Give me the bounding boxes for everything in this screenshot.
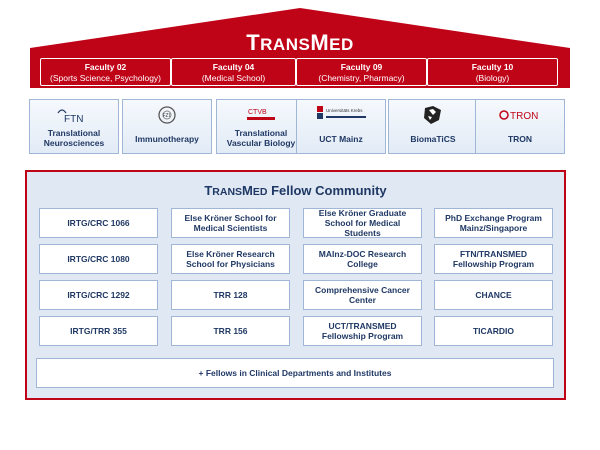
program-trr-128: TRR 128 (171, 280, 290, 310)
faculty-04: Faculty 04 (Medical School) (171, 58, 296, 86)
program-ftn-transmed-fellowship: FTN/TRANSMED Fellowship Program (434, 244, 553, 274)
immunotherapy-logo-icon (123, 104, 211, 126)
community-title: TRANSMED Fellow Community (204, 183, 387, 198)
svg-text:TRON: TRON (510, 111, 539, 122)
tron-logo-icon (476, 104, 564, 126)
program-irtg-crc-1080: IRTG/CRC 1080 (39, 244, 158, 274)
program-irtg-trr-355: IRTG/TRR 355 (39, 316, 158, 346)
institution-translational-vascular-biology: CTVB Translational Vascular Biology (216, 99, 306, 154)
biomatics-logo-icon (389, 104, 477, 126)
program-ekfs-graduate-school: Else Kröner Graduate School for Medical Students (303, 208, 422, 238)
svg-text:FTN: FTN (64, 114, 84, 125)
program-trr-156: TRR 156 (171, 316, 290, 346)
fellow-community-panel (25, 170, 566, 400)
program-ekfs-medical-scientists: Else Kröner School for Medical Scientists (171, 208, 290, 238)
program-uct-transmed-fellowship: UCT/TRANSMED Fellowship Program (303, 316, 422, 346)
institution-translational-neurosciences: FTN Translational Neurosciences (29, 99, 119, 154)
ftn-logo-icon (30, 104, 118, 126)
faculty-09: Faculty 09 (Chemistry, Pharmacy) (296, 58, 427, 86)
faculty-02: Faculty 02 (Sports Science, Psychology) (40, 58, 171, 86)
clinical-fellows-bar: + Fellows in Clinical Departments and Institutes (36, 358, 554, 388)
program-ekfs-research-school: Else Kröner Research School for Physicians (171, 244, 290, 274)
program-comprehensive-cancer-center: Comprehensive Cancer Center (303, 280, 422, 310)
program-mainz-doc: MAInz-DOC Research College (303, 244, 422, 274)
program-irtg-crc-1066: IRTG/CRC 1066 (39, 208, 158, 238)
program-irtg-crc-1292: IRTG/CRC 1292 (39, 280, 158, 310)
program-ticardio: TICARDIO (434, 316, 553, 346)
program-chance: CHANCE (434, 280, 553, 310)
svg-text:Universitäts Krebs: Universitäts Krebs (326, 108, 363, 113)
svg-text:FZI: FZI (162, 113, 170, 119)
svg-text:CTVB: CTVB (248, 109, 267, 116)
uct-logo-icon (297, 104, 385, 126)
institution-immunotherapy: FZI Immunotherapy (122, 99, 212, 154)
program-phd-exchange: PhD Exchange Program Mainz/Singapore (434, 208, 553, 238)
faculty-10: Faculty 10 (Biology) (427, 58, 558, 86)
transmed-title: TRANSMED (246, 30, 354, 55)
institution-uct-mainz: Universitäts Krebs UCT Mainz (296, 99, 386, 154)
ctvb-logo-icon (217, 104, 305, 126)
institution-tron: TRON TRON (475, 99, 565, 154)
institution-biomatics: BiomaTiCS (388, 99, 478, 154)
